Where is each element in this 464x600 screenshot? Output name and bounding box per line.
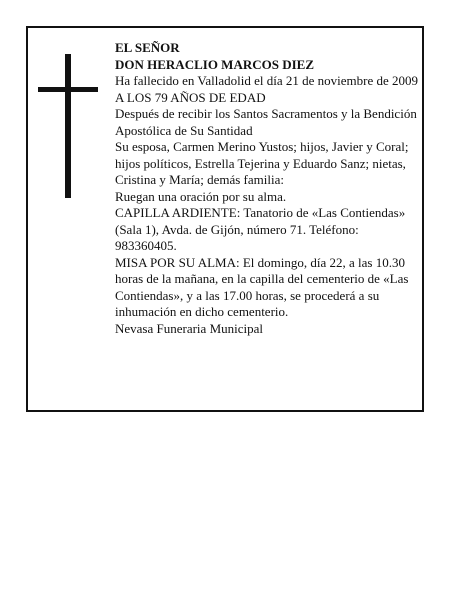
obituary-notice bbox=[26, 26, 424, 412]
prayer-request: Ruegan una oración por su alma. bbox=[115, 188, 287, 204]
family-list: Su esposa, Carmen Merino Yustos; hijos, Javier y Coral; hijos políticos, Estrella Tejerina y Eduardo Sanz; nietas, Cristina y María; demás familia: bbox=[115, 139, 409, 187]
deceased-name: DON HERACLIO MARCOS DIEZ bbox=[115, 56, 314, 72]
cross-vertical-bar bbox=[65, 54, 71, 198]
notice-title: EL SEÑOR bbox=[115, 40, 180, 55]
cross-horizontal-bar bbox=[38, 87, 98, 92]
notice-text bbox=[115, 40, 423, 337]
cross-icon bbox=[38, 54, 98, 198]
sacraments-line: Después de recibir los Santos Sacramentos y la Bendición Apostólica de Su Santidad bbox=[115, 106, 417, 138]
death-announcement: Ha fallecido en Valladolid el día 21 de noviembre de 2009 bbox=[115, 73, 418, 88]
mass-info: MISA POR SU ALMA: El domingo, día 22, a las 10.30 horas de la mañana, en la capilla del cementerio de «Las Contiendas», y a las 17.00 horas, se procederá a su inhumación en dicho cementerio. bbox=[115, 254, 409, 319]
chapel-info: CAPILLA ARDIENTE: Tanatorio de «Las Contiendas» (Sala 1), Avda. de Gijón, número 71. Teléfono: 983360405. bbox=[115, 205, 406, 253]
funeral-home: Nevasa Funeraria Municipal bbox=[115, 320, 264, 336]
age-line: A LOS 79 AÑOS DE EDAD bbox=[115, 89, 266, 105]
